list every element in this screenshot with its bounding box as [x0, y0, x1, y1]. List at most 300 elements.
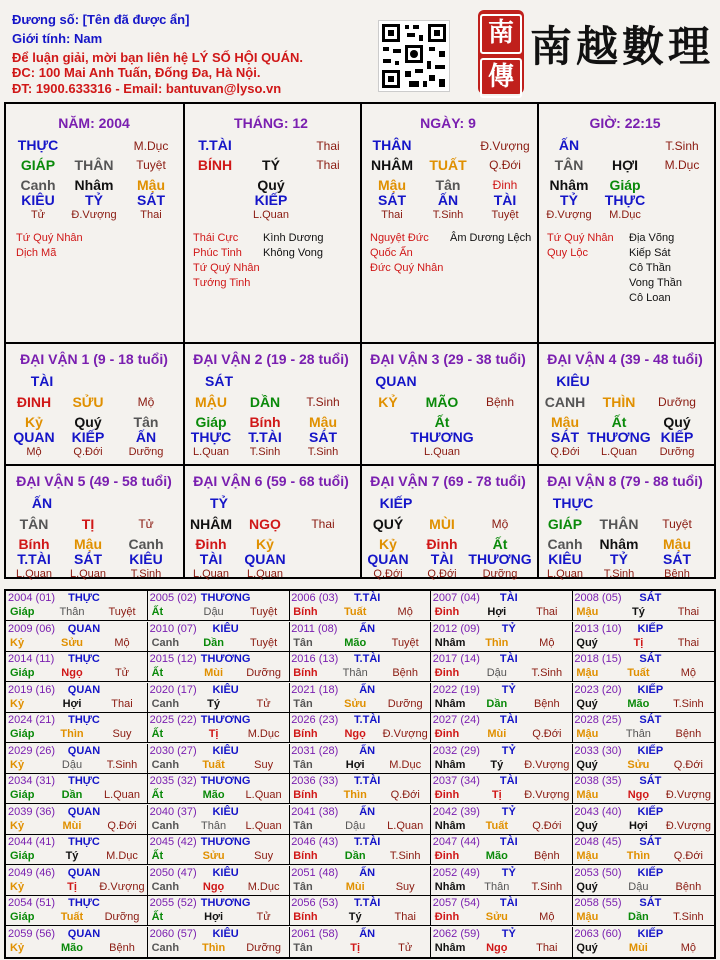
year-ten-god: KIẾP — [637, 805, 664, 818]
luck-main: DẦN — [249, 394, 281, 410]
luck-cell — [360, 464, 537, 580]
year-branch: Mùi — [487, 728, 507, 740]
year-cell[interactable] — [572, 744, 714, 774]
year-cell[interactable] — [289, 683, 431, 713]
year-branch: Mùi — [628, 941, 648, 954]
pillar-stage: Đ.Vượng — [71, 209, 117, 221]
year-ten-god: SÁT — [639, 653, 662, 665]
year-cell[interactable] — [289, 774, 431, 804]
year-stage: Thai — [394, 911, 416, 923]
year-stem: Nhâm — [434, 758, 466, 771]
year-cell[interactable] — [572, 622, 714, 652]
year-cell[interactable] — [431, 652, 573, 682]
year-stem: Đinh — [434, 606, 460, 618]
year-stage: Q.Đới — [390, 789, 420, 801]
year-stage: M.Dục — [389, 758, 422, 771]
year-cell[interactable] — [289, 744, 431, 774]
pillar-star: TÀI — [493, 192, 517, 208]
luck-title: ĐẠI VẬN 1 (9 - 18 tuổi) — [20, 351, 168, 367]
year-branch: Thìn — [60, 728, 84, 740]
year-branch: Dậu — [61, 758, 83, 771]
chart-grid — [4, 102, 716, 579]
luck-ten-god: ẤN — [31, 495, 53, 511]
year-ten-god: THỰC — [68, 836, 100, 848]
luck-ten-god: KIÊU — [556, 373, 590, 389]
luck-main: Dưỡng — [658, 395, 696, 409]
luck-hidden-stem: Tân — [133, 414, 159, 430]
year-cell[interactable] — [431, 805, 573, 835]
year-stem: Mậu — [576, 606, 599, 618]
pillar-star: KIẾP — [254, 192, 288, 208]
luck-stage: Q.Đới — [73, 446, 103, 458]
year-stem: Quý — [576, 697, 598, 710]
year-ten-god: SÁT — [639, 714, 662, 726]
year-branch: Thìn — [201, 941, 226, 954]
luck-hidden-stem: Quý — [74, 414, 102, 430]
year-branch: Thìn — [626, 850, 650, 862]
luck-main: MẬU — [195, 394, 227, 410]
luck-star: T.TÀI — [248, 429, 282, 445]
luck-stage: T.Sinh — [307, 446, 339, 458]
year-ten-god: QUAN — [67, 744, 101, 757]
year-cell[interactable] — [148, 927, 290, 957]
year-stem: Kỷ — [10, 697, 25, 710]
year-stage: Bệnh — [675, 728, 702, 740]
year-stage: T.Sinh — [531, 880, 563, 893]
header — [0, 0, 720, 100]
year-branch: Mão — [485, 850, 508, 862]
year-ten-god: THƯƠNG — [200, 592, 251, 604]
year-stem: Ất — [151, 911, 164, 923]
year-cell[interactable] — [148, 835, 290, 865]
year-label: 2047 (44) — [432, 836, 480, 848]
year-label: 2037 (34) — [432, 775, 480, 787]
pillar-title: THÁNG: 12 — [234, 115, 308, 131]
year-cell[interactable] — [431, 591, 573, 621]
year-branch: Ngọ — [202, 880, 225, 893]
year-stem: Tân — [293, 758, 313, 771]
year-label: 2059 (56) — [8, 927, 56, 940]
luck-hidden-stem: Đinh — [426, 536, 458, 552]
luck-ten-god: TÀI — [30, 373, 54, 389]
luck-star: THƯƠNG — [468, 551, 532, 567]
shensha-item: Đức Quý Nhân — [370, 262, 444, 274]
year-stem: Kỷ — [10, 880, 25, 893]
year-ten-god: TỶ — [501, 744, 516, 757]
year-stage: Suy — [254, 758, 274, 771]
year-cell[interactable] — [6, 835, 148, 865]
year-stage: Suy — [112, 728, 132, 740]
pillar-hidden-stem: Canh — [20, 177, 56, 193]
year-label: 2050 (47) — [149, 866, 197, 879]
year-ten-god: KIẾP — [637, 622, 664, 635]
shensha-item: Phúc Tinh — [193, 247, 242, 259]
year-cell[interactable] — [148, 683, 290, 713]
year-stem: Kỷ — [10, 819, 25, 832]
year-ten-god: ẤN — [359, 744, 376, 757]
year-branch: Tị — [350, 941, 361, 954]
year-stage: Suy — [254, 850, 274, 862]
year-cell[interactable] — [6, 896, 148, 926]
year-branch: Dần — [61, 789, 83, 801]
year-stem: Ất — [151, 667, 164, 679]
year-branch: Hợi — [62, 697, 82, 710]
year-stage: Đ.Vượng — [99, 880, 145, 893]
year-cell[interactable] — [572, 683, 714, 713]
year-branch: Tuất — [60, 911, 84, 923]
year-cell[interactable] — [431, 835, 573, 865]
pillar-top-stage: T.Sinh — [665, 139, 699, 153]
year-ten-god: T.TÀI — [354, 836, 381, 848]
luck-stage: Dưỡng — [482, 568, 518, 580]
year-stage: M.Dục — [106, 850, 138, 862]
pillar-title: NĂM: 2004 — [58, 115, 130, 131]
pillar-stage: Đ.Vượng — [546, 209, 592, 221]
pillar-cell — [537, 104, 714, 342]
year-cell[interactable] — [431, 774, 573, 804]
year-stem: Canh — [151, 941, 180, 954]
year-cell[interactable] — [289, 652, 431, 682]
year-label: 2027 (24) — [432, 714, 480, 726]
year-cell[interactable] — [431, 622, 573, 652]
luck-cell — [183, 464, 360, 580]
year-cell[interactable] — [6, 622, 148, 652]
pillar-stage: Tuyệt — [491, 209, 519, 221]
shensha-item: Tứ Quý Nhân — [193, 262, 260, 274]
luck-stage: Mộ — [26, 446, 42, 458]
luck-stage: Q.Đới — [550, 446, 580, 458]
year-cell[interactable] — [6, 744, 148, 774]
pillar-main: TUẤT — [429, 157, 467, 173]
year-label: 2044 (41) — [8, 836, 56, 848]
year-stem: Quý — [576, 758, 598, 771]
year-stem: Kỷ — [10, 636, 25, 649]
year-cell[interactable] — [289, 927, 431, 957]
year-cell[interactable] — [6, 927, 148, 957]
shensha-item: Thái Cực — [193, 232, 239, 244]
year-ten-god: THỰC — [68, 653, 100, 665]
year-branch: Thân — [625, 728, 651, 740]
pillar-stage: T.Sinh — [432, 209, 464, 221]
year-cell[interactable] — [148, 774, 290, 804]
year-cell[interactable] — [148, 896, 290, 926]
year-stage: Thai — [677, 606, 700, 618]
year-stage: L.Quan — [245, 819, 282, 832]
luck-stage: L.Quan — [600, 446, 638, 458]
year-cell[interactable] — [572, 805, 714, 835]
year-label: 2024 (21) — [8, 714, 56, 726]
year-cell[interactable] — [289, 835, 431, 865]
luck-star: ẤN — [135, 429, 157, 445]
pillar-top-stage: Thai — [316, 139, 340, 153]
luck-hidden-stem: Kỷ — [379, 536, 397, 552]
year-branch: Tuất — [343, 606, 367, 618]
year-stage: Dưỡng — [246, 941, 281, 954]
year-cell[interactable] — [572, 713, 714, 743]
year-cell[interactable] — [572, 652, 714, 682]
year-cell[interactable] — [148, 805, 290, 835]
pillar-star: KIÊU — [21, 192, 55, 208]
luck-hidden-stem: Nhâm — [599, 536, 639, 552]
shensha-item: Tứ Quý Nhân — [547, 232, 614, 244]
pillar-star: TỶ — [85, 192, 103, 208]
pillar-stage: Thai — [140, 209, 162, 221]
year-cell[interactable] — [572, 774, 714, 804]
year-cell[interactable] — [148, 652, 290, 682]
luck-star: SÁT — [309, 429, 337, 445]
year-cell[interactable] — [289, 896, 431, 926]
year-branch: Hợi — [487, 606, 507, 618]
year-stage: Tử — [114, 667, 130, 679]
luck-cell — [537, 464, 714, 580]
luck-stage: L.Quan — [15, 568, 53, 580]
pillar-hidden-stem: Nhâm — [74, 177, 114, 193]
year-stage: Mộ — [397, 606, 413, 618]
year-cell[interactable] — [148, 713, 290, 743]
luck-ten-god: QUAN — [375, 373, 417, 389]
year-cell[interactable] — [572, 896, 714, 926]
year-stem: Canh — [151, 758, 180, 771]
luck-hidden-stem: Canh — [128, 536, 164, 552]
year-label: 2063 (60) — [574, 927, 622, 940]
year-branch: Mão — [61, 941, 83, 954]
year-stage: Thai — [111, 697, 133, 710]
year-label: 2056 (53) — [291, 897, 339, 909]
year-cell[interactable] — [6, 591, 148, 621]
year-stage: Thai — [536, 606, 558, 618]
year-ten-god: T.TÀI — [354, 653, 381, 665]
year-cell[interactable] — [148, 622, 290, 652]
year-label: 2010 (07) — [149, 622, 197, 635]
year-ten-god: QUAN — [67, 927, 101, 940]
pillar-main: Tuyệt — [136, 158, 166, 172]
year-ten-god: THƯƠNG — [200, 653, 251, 665]
year-cell[interactable] — [431, 744, 573, 774]
pillar-cell — [183, 104, 360, 342]
year-cell[interactable] — [431, 896, 573, 926]
year-stage: Thai — [677, 636, 700, 649]
year-label: 2007 (04) — [432, 592, 480, 604]
shensha-item: Cô Loan — [629, 292, 671, 304]
year-cell[interactable] — [431, 713, 573, 743]
year-stem: Nhâm — [434, 819, 466, 832]
year-stage: T.Sinh — [673, 697, 704, 710]
year-branch: Dậu — [486, 667, 507, 679]
year-label: 2033 (30) — [574, 744, 622, 757]
pillar-main: BÍNH — [197, 157, 233, 173]
year-stem: Tân — [293, 636, 313, 649]
year-ten-god: KIÊU — [212, 622, 239, 635]
luck-star: QUAN — [13, 429, 55, 445]
luck-main: ĐINH — [16, 394, 52, 410]
year-ten-god: THỰC — [68, 592, 100, 604]
pillar-hidden-stem: Giáp — [609, 177, 641, 193]
year-label: 2030 (27) — [149, 744, 197, 757]
year-label: 2022 (19) — [432, 683, 480, 696]
year-stem: Nhâm — [434, 697, 466, 710]
shensha-item: Tứ Quý Nhân — [16, 232, 83, 244]
year-branch: Tý — [490, 758, 504, 771]
luck-star: KIÊU — [129, 551, 163, 567]
year-label: 2035 (32) — [149, 775, 197, 787]
shensha-item: Địa Võng — [629, 232, 675, 244]
pillar-star: ẤN — [437, 192, 459, 208]
shensha-item: Quốc Ấn — [370, 247, 413, 259]
year-branch: Sửu — [485, 911, 508, 923]
brand-title: 南越數理 — [530, 22, 715, 71]
year-stem: Ất — [151, 789, 164, 801]
year-label: 2048 (45) — [574, 836, 622, 848]
luck-star: T.TÀI — [17, 551, 51, 567]
year-label: 2040 (37) — [149, 805, 197, 818]
year-stem: Bính — [293, 728, 318, 740]
luck-hidden-stem: Canh — [547, 536, 583, 552]
year-label: 2049 (46) — [8, 866, 56, 879]
year-cell[interactable] — [289, 713, 431, 743]
year-label: 2006 (03) — [291, 592, 339, 604]
year-ten-god: ẤN — [359, 927, 376, 940]
qr-code[interactable] — [378, 20, 450, 92]
year-label: 2036 (33) — [291, 775, 339, 787]
luck-main: T.Sinh — [306, 395, 340, 409]
year-branch: Tý — [631, 606, 645, 618]
year-cell[interactable] — [572, 927, 714, 957]
luck-stage: L.Quan — [192, 446, 230, 458]
year-cell[interactable] — [6, 774, 148, 804]
year-branch: Tý — [348, 911, 362, 923]
luck-main: QUÝ — [372, 516, 404, 532]
year-cell[interactable] — [6, 713, 148, 743]
luck-main: GIÁP — [547, 516, 583, 532]
year-cell[interactable] — [148, 866, 290, 896]
year-cell[interactable] — [572, 591, 714, 621]
year-cell[interactable] — [289, 591, 431, 621]
year-stage: Tử — [398, 941, 413, 954]
year-ten-god: THƯƠNG — [200, 714, 251, 726]
year-cell[interactable] — [6, 866, 148, 896]
year-branch: Tuất — [485, 819, 508, 832]
year-stage: Tử — [256, 697, 271, 710]
luck-cell — [6, 464, 183, 580]
year-stem: Giáp — [10, 850, 35, 862]
year-ten-god: KIẾP — [637, 866, 664, 879]
year-cell[interactable] — [289, 805, 431, 835]
year-stage: Mộ — [539, 636, 555, 649]
luck-star: KIÊU — [548, 551, 582, 567]
year-label: 2005 (02) — [149, 592, 197, 604]
year-label: 2031 (28) — [291, 744, 339, 757]
luck-star: TÀI — [199, 551, 223, 567]
year-ten-god: THƯƠNG — [200, 836, 251, 848]
year-stage: T.Sinh — [673, 911, 704, 923]
year-cell[interactable] — [431, 927, 573, 957]
luck-stage: T.Sinh — [603, 568, 635, 580]
year-cell[interactable] — [431, 866, 573, 896]
year-cell[interactable] — [6, 805, 148, 835]
luck-main: TÂN — [19, 516, 49, 532]
year-label: 2018 (15) — [574, 653, 622, 665]
year-cell[interactable] — [289, 622, 431, 652]
year-cell[interactable] — [431, 683, 573, 713]
year-stage: Đ.Vượng — [665, 819, 711, 832]
year-cell[interactable] — [572, 835, 714, 865]
year-cell[interactable] — [148, 744, 290, 774]
pillar-top-stage: M.Dục — [133, 139, 169, 153]
year-label: 2009 (06) — [8, 622, 56, 635]
year-cell[interactable] — [6, 652, 148, 682]
year-branch: Mùi — [204, 667, 224, 679]
pillar-main: NHÂM — [371, 157, 413, 173]
year-stem: Tân — [293, 819, 313, 832]
year-stage: Bệnh — [109, 941, 135, 954]
year-ten-god: TÀI — [499, 714, 518, 726]
year-branch: Tị — [633, 636, 644, 649]
year-ten-god: KIÊU — [212, 683, 239, 696]
year-stem: Ất — [151, 850, 164, 862]
luck-cell — [183, 342, 360, 464]
luck-star: THƯƠNG — [587, 429, 651, 445]
year-cell[interactable] — [6, 683, 148, 713]
year-branch: Thìn — [343, 789, 367, 801]
year-stage: Bệnh — [675, 880, 702, 893]
luck-hidden-stem: Mậu — [74, 536, 102, 552]
pillar-star: SÁT — [378, 192, 406, 208]
year-branch: Ngọ — [627, 789, 650, 801]
pillar-top-stage: Đ.Vượng — [480, 139, 530, 153]
pillar-ten-god: ẤN — [558, 137, 580, 153]
luck-title: ĐẠI VẬN 2 (19 - 28 tuổi) — [193, 351, 349, 367]
year-ten-god: TÀI — [499, 775, 518, 787]
year-cell[interactable] — [572, 866, 714, 896]
year-stage: M.Dục — [247, 728, 280, 740]
pillar-main: M.Dục — [664, 158, 700, 172]
year-label: 2039 (36) — [8, 805, 56, 818]
luck-main: Thai — [311, 517, 335, 531]
year-stage: Đ.Vượng — [665, 789, 711, 801]
year-label: 2060 (57) — [149, 927, 197, 940]
year-ten-god: KIẾP — [637, 927, 664, 940]
pillar-ten-god: THÂN — [372, 137, 412, 153]
year-stage: Bệnh — [533, 697, 560, 710]
year-cell[interactable] — [289, 866, 431, 896]
year-stage: Bệnh — [533, 850, 560, 862]
luck-stage: L.Quan — [69, 568, 107, 580]
luck-stage: Q.Đới — [373, 568, 403, 580]
year-ten-god: TỶ — [501, 805, 516, 818]
luck-cell — [537, 342, 714, 464]
year-stem: Canh — [151, 636, 180, 649]
year-stage: L.Quan — [103, 789, 141, 801]
year-ten-god: TÀI — [499, 836, 518, 848]
year-branch: Thìn — [485, 636, 509, 649]
luck-hidden-stem: Ất — [434, 414, 450, 430]
shensha-item: Tướng Tinh — [193, 277, 251, 289]
luck-main: Tử — [138, 517, 154, 531]
year-stage: Đ.Vượng — [524, 758, 570, 771]
year-branch: Ngọ — [344, 728, 366, 740]
year-ten-god: KIẾP — [637, 744, 664, 757]
year-ten-god: TỶ — [501, 622, 516, 635]
year-cell[interactable] — [148, 591, 290, 621]
year-stem: Bính — [293, 911, 318, 923]
luck-hidden-stem: Mậu — [551, 414, 579, 430]
pillar-hidden-stem: Mậu — [378, 177, 406, 193]
year-ten-god: T.TÀI — [354, 714, 381, 726]
pillar-main: TÂN — [554, 157, 584, 173]
year-label: 2062 (59) — [432, 927, 480, 940]
year-stem: Ất — [151, 728, 164, 740]
year-branch: Tị — [208, 728, 219, 740]
